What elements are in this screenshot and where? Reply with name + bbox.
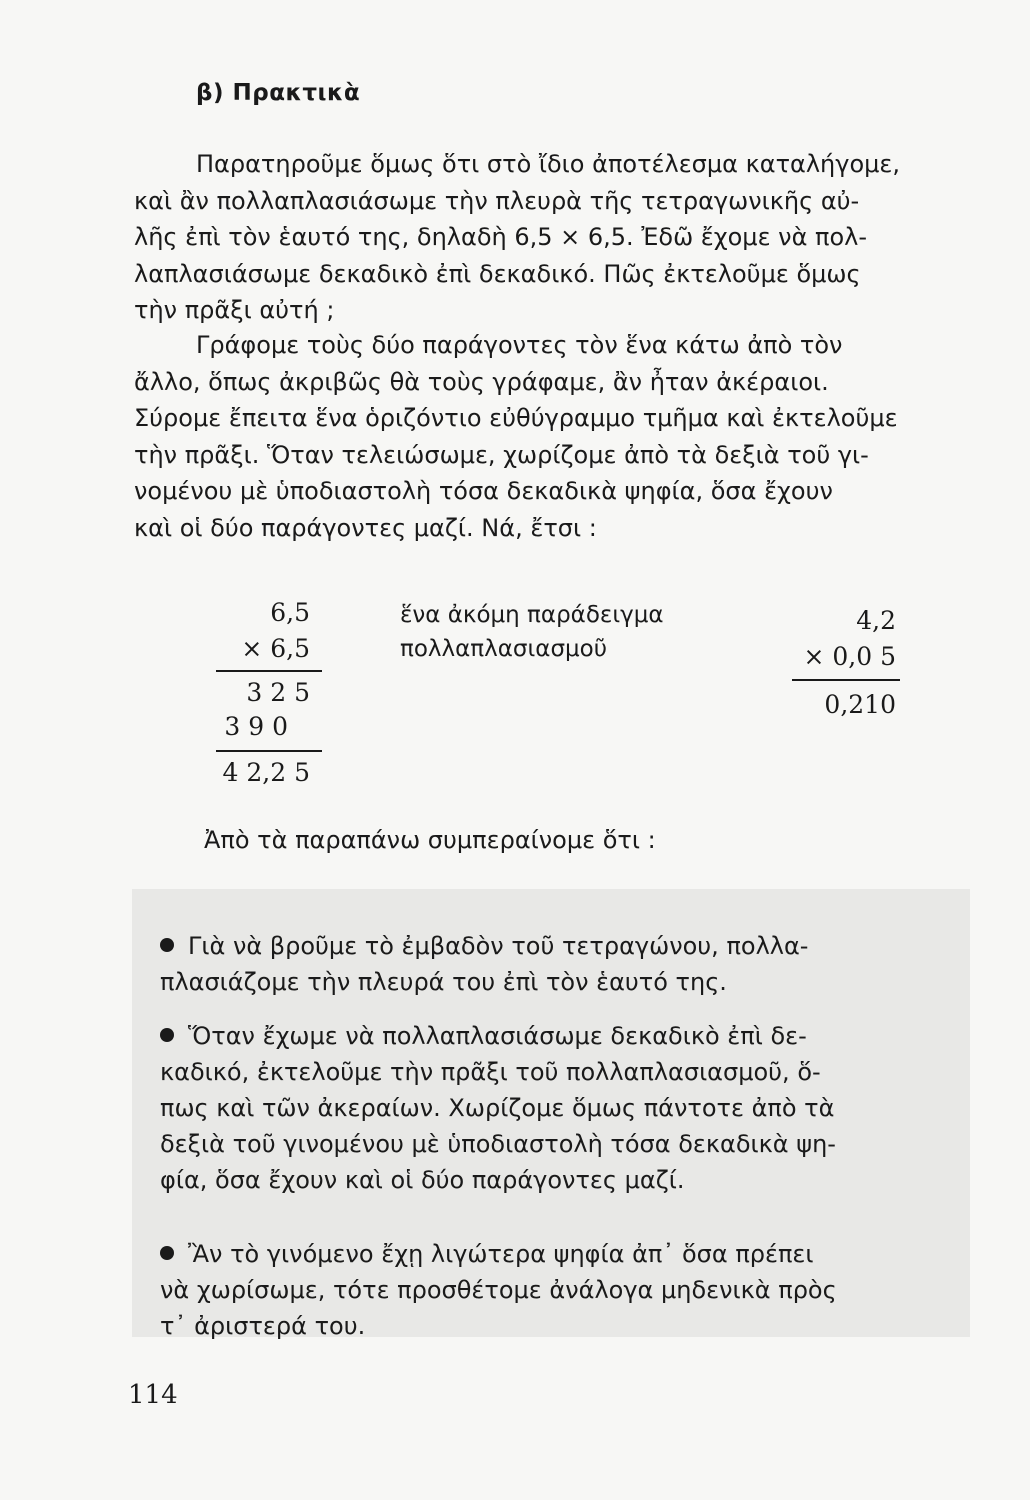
- rule-line: [216, 670, 322, 672]
- factor-1: 6,5: [270, 598, 310, 627]
- text-line: πλασιάζομε τὴν πλευρά του ἐπὶ τὸν ἑαυτό της.: [160, 968, 727, 996]
- text-line: φία, ὅσα ἔχουν καὶ οἱ δύο παράγοντες μαζί.: [160, 1166, 685, 1194]
- text-line: Σύρομε ἔπειτα ἕνα ὁριζόντιο εὐθύγραμμο τμῆμα καὶ ἐκτελοῦμε: [134, 404, 898, 432]
- rule-item-3: [160, 1236, 956, 1344]
- rule-item-2: [160, 1018, 956, 1198]
- text-line: ἄλλο, ὅπως ἀκριβῶς θὰ τοὺς γράφαμε, ἂν ἦταν ἀκέραιοι.: [134, 367, 829, 396]
- page-number: 114: [128, 1380, 178, 1410]
- rule-line: [216, 750, 322, 752]
- rule-line: [792, 679, 900, 681]
- partial-product-1: 3 2 5: [246, 678, 310, 707]
- text-line: λῆς ἐπὶ τὸν ἑαυτό της, δηλαδὴ 6,5 × 6,5. Ἐδῶ ἔχομε νὰ πολ-: [134, 223, 868, 251]
- text-line: τ᾽ ἀριστερά του.: [160, 1312, 366, 1340]
- rule-item-1: [160, 928, 956, 1000]
- text-line: δεξιὰ τοῦ γινομένου μὲ ὑποδιαστολὴ τόσα δεκαδικὰ ψη-: [160, 1130, 836, 1158]
- text-line: τὴν πρᾶξι. Ὅταν τελειώσωμε, χωρίζομε ἀπὸ τὰ δεξιὰ τοῦ γι-: [134, 440, 869, 469]
- text-line: νομένου μὲ ὑποδιαστολὴ τόσα δεκαδικὰ ψηφία, ὅσα ἔχουν: [134, 477, 833, 505]
- partial-product-2: 3 9 0: [224, 712, 288, 741]
- factor-1: 4,2: [856, 606, 896, 635]
- factor-2: × 0,0 5: [803, 642, 896, 671]
- text-line: Παρατηροῦμε ὅμως ὅτι στὸ ἴδιο ἀποτέλεσμα καταλήγομε,: [196, 150, 901, 178]
- bullet-dot-icon: [160, 1028, 174, 1042]
- note-line: πολλαπλασιασμοῦ: [400, 636, 608, 662]
- text-line: καὶ οἱ δύο παράγοντες μαζί. Νά, ἔτσι :: [134, 513, 597, 542]
- bullet-dot-icon: [160, 938, 174, 952]
- product-result: 0,210: [824, 690, 896, 719]
- text-line: Ἂν τὸ γινόμενο ἔχῃ λιγώτερα ψηφία ἀπ᾽ ὅσα πρέπει: [188, 1240, 814, 1268]
- product-result: 4 2,2 5: [222, 758, 310, 787]
- bullet-dot-icon: [160, 1246, 174, 1260]
- text-line: νὰ χωρίσωμε, τότε προσθέτομε ἀνάλογα μηδενικὰ πρὸς: [160, 1276, 837, 1304]
- text-line: Ὅταν ἔχωμε νὰ πολλαπλασιάσωμε δεκαδικὸ ἐπὶ δε-: [188, 1022, 807, 1050]
- example-note: [400, 598, 664, 666]
- text-line: Γράφομε τοὺς δύο παράγοντες τὸν ἕνα κάτω ἀπὸ τὸν: [196, 331, 843, 359]
- text-line: καὶ ἂν πολλαπλασιάσωμε τὴν πλευρὰ τῆς τετραγωνικῆς αὐ-: [134, 186, 860, 215]
- text-line: καδικό, ἐκτελοῦμε τὴν πρᾶξι τοῦ πολλαπλασιασμοῦ, ὅ-: [160, 1058, 821, 1086]
- text-line: λαπλασιάσωμε δεκαδικὸ ἐπὶ δεκαδικό. Πῶς ἐκτελοῦμε ὅμως: [134, 259, 861, 288]
- paragraph-2: [134, 327, 980, 546]
- factor-2: × 6,5: [241, 634, 310, 663]
- section-heading: β) Πρακτικὰ: [196, 80, 361, 106]
- note-line: ἕνα ἀκόμη παράδειγμα: [400, 602, 664, 628]
- paragraph-1: [134, 146, 980, 329]
- conclusion-line: Ἀπὸ τὰ παραπάνω συμπεραίνομε ὅτι :: [204, 826, 656, 854]
- text-line: τὴν πρᾶξι αὐτή ;: [134, 296, 335, 324]
- text-line: πως καὶ τῶν ἀκεραίων. Χωρίζομε ὅμως πάντοτε ἀπὸ τὰ: [160, 1094, 835, 1122]
- text-line: Γιὰ νὰ βροῦμε τὸ ἐμβαδὸν τοῦ τετραγώνου, πολλα-: [188, 932, 809, 960]
